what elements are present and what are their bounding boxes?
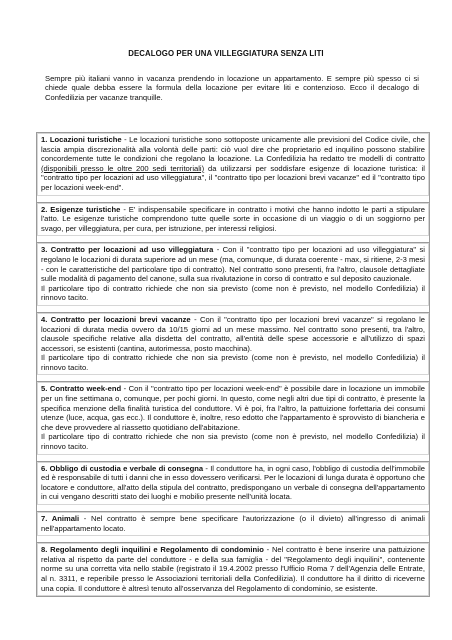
section-heading: 5. Contratto week-end <box>41 384 122 394</box>
section-note: Il particolare tipo di contratto richiede che non sia previsto (come non è previsto, nel modello Confedilizia) il rinnovo tacito. <box>41 432 425 452</box>
section-text: - Nel contratto è bene inserire una pattuizione relativa al rispetto da parte del conduttore - e della sua famiglia - del "Regolamento degli inquilini", contenente norme su una corretta vita nello stabile (registrato il 19.4.2002 presso l'Ufficio Roma 7 dell'Agenzia delle Entrate, al n. 3311, e reperibile presso le Associazioni territoriali della Confedilizia). Il conduttore ha il diritto di riceverne una copia. Il conduttore è altresì tenuto all'osservanza del Regolamento di condominio, se esistente. <box>41 545 426 593</box>
section-heading: 1. Locazioni turistiche <box>41 135 122 144</box>
section-heading: 3. Contratto per locazioni ad uso villeggiatura <box>41 245 214 255</box>
section-4-contratto-brevi-vacanze <box>37 312 429 376</box>
section-text: - E' indispensabile specificare in contratto i motivi che hanno indotto le parti a stipulare l'atto. Le esigenze turistiche comprendono tutte quelle sorte in occasione di un viaggio o di un soggiorno per svago, per villeggiatura, per cura, per istruzione, per interessi religiosi. <box>41 204 425 233</box>
section-7-animali <box>37 511 429 536</box>
decalogue-list <box>36 132 430 597</box>
section-1-locazioni-turistiche <box>37 132 429 196</box>
section-6-obbligo-custodia <box>37 461 429 505</box>
section-text: - Con il "contratto tipo per locazioni brevi vacanze" si regolano le locazioni di durata media ovvero da 10/15 giorni ad un mese massimo. Nel contratto sono presenti, tra l'altro, clausole specifiche relative alla disdetta del contratto, all'entità delle spese accessorie e all'utilizzo di spazi accessori, se esistenti (cantina, autorimessa, posto macchina). <box>41 314 425 353</box>
section-heading: 2. Esigenze turistiche <box>41 204 121 214</box>
section-3-contratto-villeggiatura <box>37 242 429 306</box>
section-text-continued: da utilizzarsi per soddisfare esigenze di locazione turistica: il "contratto tipo per locazioni ad uso villeggiatura", il "contratto tipo per locazioni brevi vacanze" ed il "contratto tipo per locazioni week-end". <box>41 163 425 192</box>
section-text: - Nel contratto è sempre bene specificare l'autorizzazione (o il divieto) all'ingresso di animali nell'appartamento locato. <box>41 514 425 533</box>
section-2-esigenze-turistiche <box>37 202 429 237</box>
document-intro: Sempre più italiani vanno in vacanza prendendo in locazione un appartamento. E sempre più spesso ci si chiede quale debba essere la formula della locazione per evitare liti e contenzioso. Ecco il decalogo di Confedilizia per vacanze tranquille. <box>45 74 419 102</box>
section-8-regolamento <box>37 542 429 596</box>
section-5-contratto-week-end <box>37 381 429 454</box>
section-text: - Il conduttore ha, in ogni caso, l'obbligo di custodia dell'immobile ed è responsabile di tutti i danni che in esso dovessero verificarsi. Per le locazioni di lunga durata è opportuno che locatore e conduttore, all'atto della stipula del contratto, predispongano un verbale di consegna dell'appartamento in cui vengano descritti stato dei luoghi e mobilio presente nell'unità locata. <box>41 463 425 502</box>
section-underlined-text: (disponibili presso le oltre 200 sedi territoriali) <box>41 163 205 173</box>
section-note: Il particolare tipo di contratto richiede che non sia previsto (come non è previsto, nel modello Confedilizia) il rinnovo tacito. <box>41 353 425 372</box>
section-heading: 8. Regolamento degli inquilini e Regolamento di condominio <box>41 545 264 555</box>
section-note: Il particolare tipo di contratto richiede che non sia previsto (come non è previsto, nel modello Confedilizia) il rinnovo tacito. <box>41 283 425 303</box>
document-title: DECALOGO PER UNA VILLEGGIATURA SENZA LITI <box>128 49 324 58</box>
section-heading: 7. Animali <box>41 514 80 523</box>
section-text: - Con il "contratto tipo per locazioni ad uso villeggiatura" si regolano le locazioni di durata superiore ad un mese (ma, comunque, di durata coerente - max, si ritiene, 2-3 mesi - con le caratteristiche del particolare tipo di contratto). Nel contratto sono presenti, fra l'altro, clausole dettagliate sulle modalità di pagamento del canone, sulla sua rivalutazione in corso di contratto e sul deposito cauzionale. <box>41 245 425 284</box>
section-heading: 4. Contratto per locazioni brevi vacanze <box>41 314 191 324</box>
section-text: - Con il "contratto tipo per locazioni week-end" è possibile dare in locazione un immobile per un fine settimana o, comunque, per pochi giorni. In questo, come negli altri due tipi di contratto, è presente la specifica menzione della finalità turistica del conduttore. Vi è poi, fra l'altro, la pattuizione forfettaria dei consumi utenze (luce, acqua, gas ecc.). Il conduttore è, inoltre, reso edotto che l'appartamento è sprovvisto di biancheria e che deve provvedere al riassetto quotidiano dell'abitazione. <box>41 384 425 432</box>
section-heading: 6. Obbligo di custodia e verbale di consegna <box>41 463 204 473</box>
section-text: - Le locazioni turistiche sono sottoposte unicamente alle previsioni del Codice civile, che lascia ampia discrezionalità alla volontà delle parti: ciò vuol dire che proprietario ed inquilino possono stabilire concordemente tutte le condizioni che regolano la locazione. La Confedilizia ha redatto tre modelli di contratto <box>41 135 425 164</box>
